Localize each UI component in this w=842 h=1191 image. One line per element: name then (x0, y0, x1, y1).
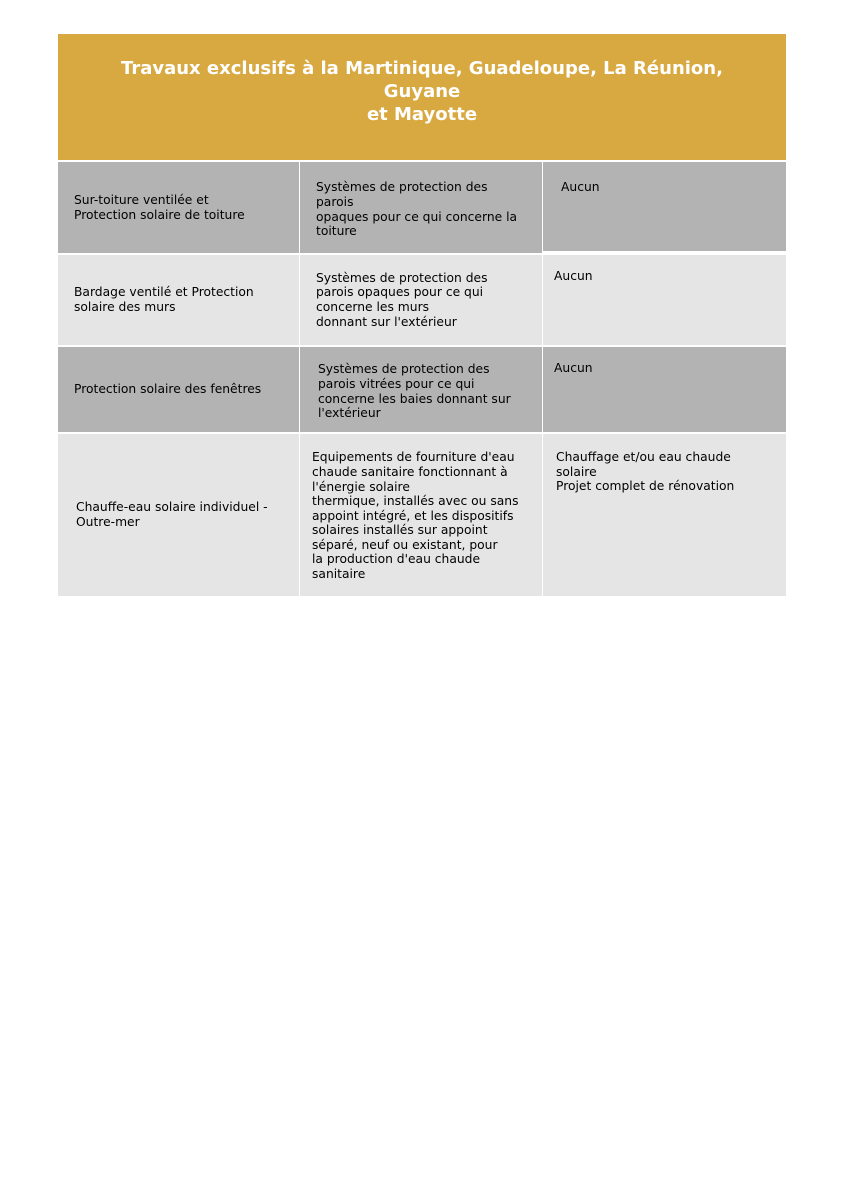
bouquet-cell: Aucun (543, 162, 786, 253)
table-title: Travaux exclusifs à la Martinique, Guadeloupe, La Réunion, Guyane et Mayotte (121, 57, 723, 125)
equipements-cell: Systèmes de protection des parois opaques pour ce qui concerne les murs donnant sur l'extérieur (300, 255, 543, 345)
travaux-cell: Bardage ventilé et Protection solaire des murs (58, 255, 300, 345)
equipements-cell: Systèmes de protection des parois opaques pour ce qui concerne la toiture (300, 162, 543, 253)
table-row (58, 434, 786, 596)
bouquet-cell: Aucun (543, 255, 786, 345)
table-row (58, 347, 786, 434)
equipements-cell: Equipements de fourniture d'eau chaude sanitaire fonctionnant à l'énergie solaire thermique, installés avec ou sans appoint intégré, et les dispositifs solaires installés sur appoint séparé, neuf ou existant, pour la production d'eau chaude sanitaire (300, 434, 543, 596)
table-header (58, 34, 786, 162)
travaux-cell: Chauffe-eau solaire individuel - Outre-mer (58, 434, 300, 596)
table-row (58, 255, 786, 347)
table-row (58, 162, 786, 255)
bouquet-cell: Aucun (543, 347, 786, 432)
bouquet-cell: Chauffage et/ou eau chaude solaire Projet complet de rénovation (543, 434, 786, 596)
works-table (58, 34, 786, 596)
travaux-cell: Sur-toiture ventilée et Protection solaire de toiture (58, 162, 300, 253)
equipements-cell: Systèmes de protection des parois vitrées pour ce qui concerne les baies donnant sur l'extérieur (300, 347, 543, 432)
travaux-cell: Protection solaire des fenêtres (58, 347, 300, 432)
